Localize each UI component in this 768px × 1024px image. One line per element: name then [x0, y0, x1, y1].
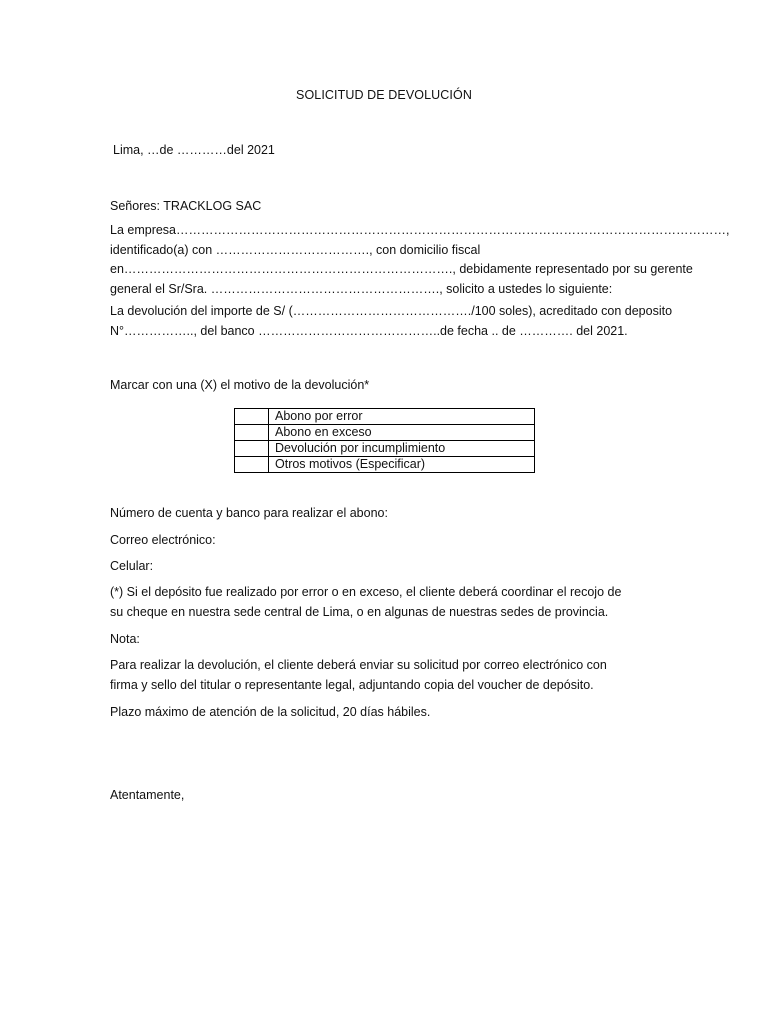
intro-line: La empresa……………………………………………………………………………………………………………………,: [110, 223, 730, 237]
intro-line: identificado(a) con ………………………………., con domicilio fiscal: [110, 242, 481, 257]
motivo-checkbox[interactable]: [235, 457, 269, 473]
motivo-label: Otros motivos (Especificar): [269, 457, 535, 473]
note-label: Nota:: [110, 632, 140, 646]
footnote-line: su cheque en nuestra sede central de Lima, o en algunas de nuestras sedes de provincia.: [110, 604, 609, 619]
motivo-label: Abono en exceso: [269, 425, 535, 441]
motivo-row: [235, 425, 535, 441]
request-paragraph: [110, 302, 673, 341]
deadline-text: Plazo máximo de atención de la solicitud, 20 días hábiles.: [110, 705, 431, 719]
note-paragraph: [110, 656, 670, 695]
request-line: La devolución del importe de S/ (……………………………………./100 soles), acreditado con deposito: [110, 304, 673, 318]
motivo-checkbox[interactable]: [235, 441, 269, 457]
motivos-instruction: Marcar con una (X) el motivo de la devolución*: [110, 378, 370, 392]
phone-label: Celular:: [110, 559, 154, 573]
footnote-paragraph: [110, 583, 670, 622]
place-date: Lima, …de …………del 2021: [113, 143, 275, 157]
intro-paragraph: [110, 221, 730, 299]
motivo-checkbox[interactable]: [235, 409, 269, 425]
motivos-table: [234, 408, 535, 473]
motivo-row: [235, 441, 535, 457]
motivo-row: [235, 409, 535, 425]
document-title: SOLICITUD DE DEVOLUCIÓN: [296, 88, 472, 102]
intro-line: en……………………………………………………………………., debidamente representado por su gerente: [110, 262, 693, 276]
footnote-line: (*) Si el depósito fue realizado por error o en exceso, el cliente deberá coordinar el recojo de: [110, 585, 622, 599]
intro-line: general el Sr/Sra. ………………………………………………., solicito a ustedes lo siguiente:: [110, 281, 613, 296]
recipient: Señores: TRACKLOG SAC: [110, 199, 262, 213]
motivo-checkbox[interactable]: [235, 425, 269, 441]
note-line: firma y sello del titular o representante legal, adjuntando copia del voucher de depósito.: [110, 677, 594, 692]
account-label: Número de cuenta y banco para realizar el abono:: [110, 506, 388, 520]
closing-text: Atentamente,: [110, 788, 185, 802]
motivo-label: Devolución por incumplimiento: [269, 441, 535, 457]
motivo-row: [235, 457, 535, 473]
note-line: Para realizar la devolución, el cliente deberá enviar su solicitud por correo electrónico con: [110, 658, 607, 672]
email-label: Correo electrónico:: [110, 533, 216, 547]
motivo-label: Abono por error: [269, 409, 535, 425]
request-line: N°…………….., del banco ……………………………………..de fecha .. de …………. del 2021.: [110, 323, 628, 338]
